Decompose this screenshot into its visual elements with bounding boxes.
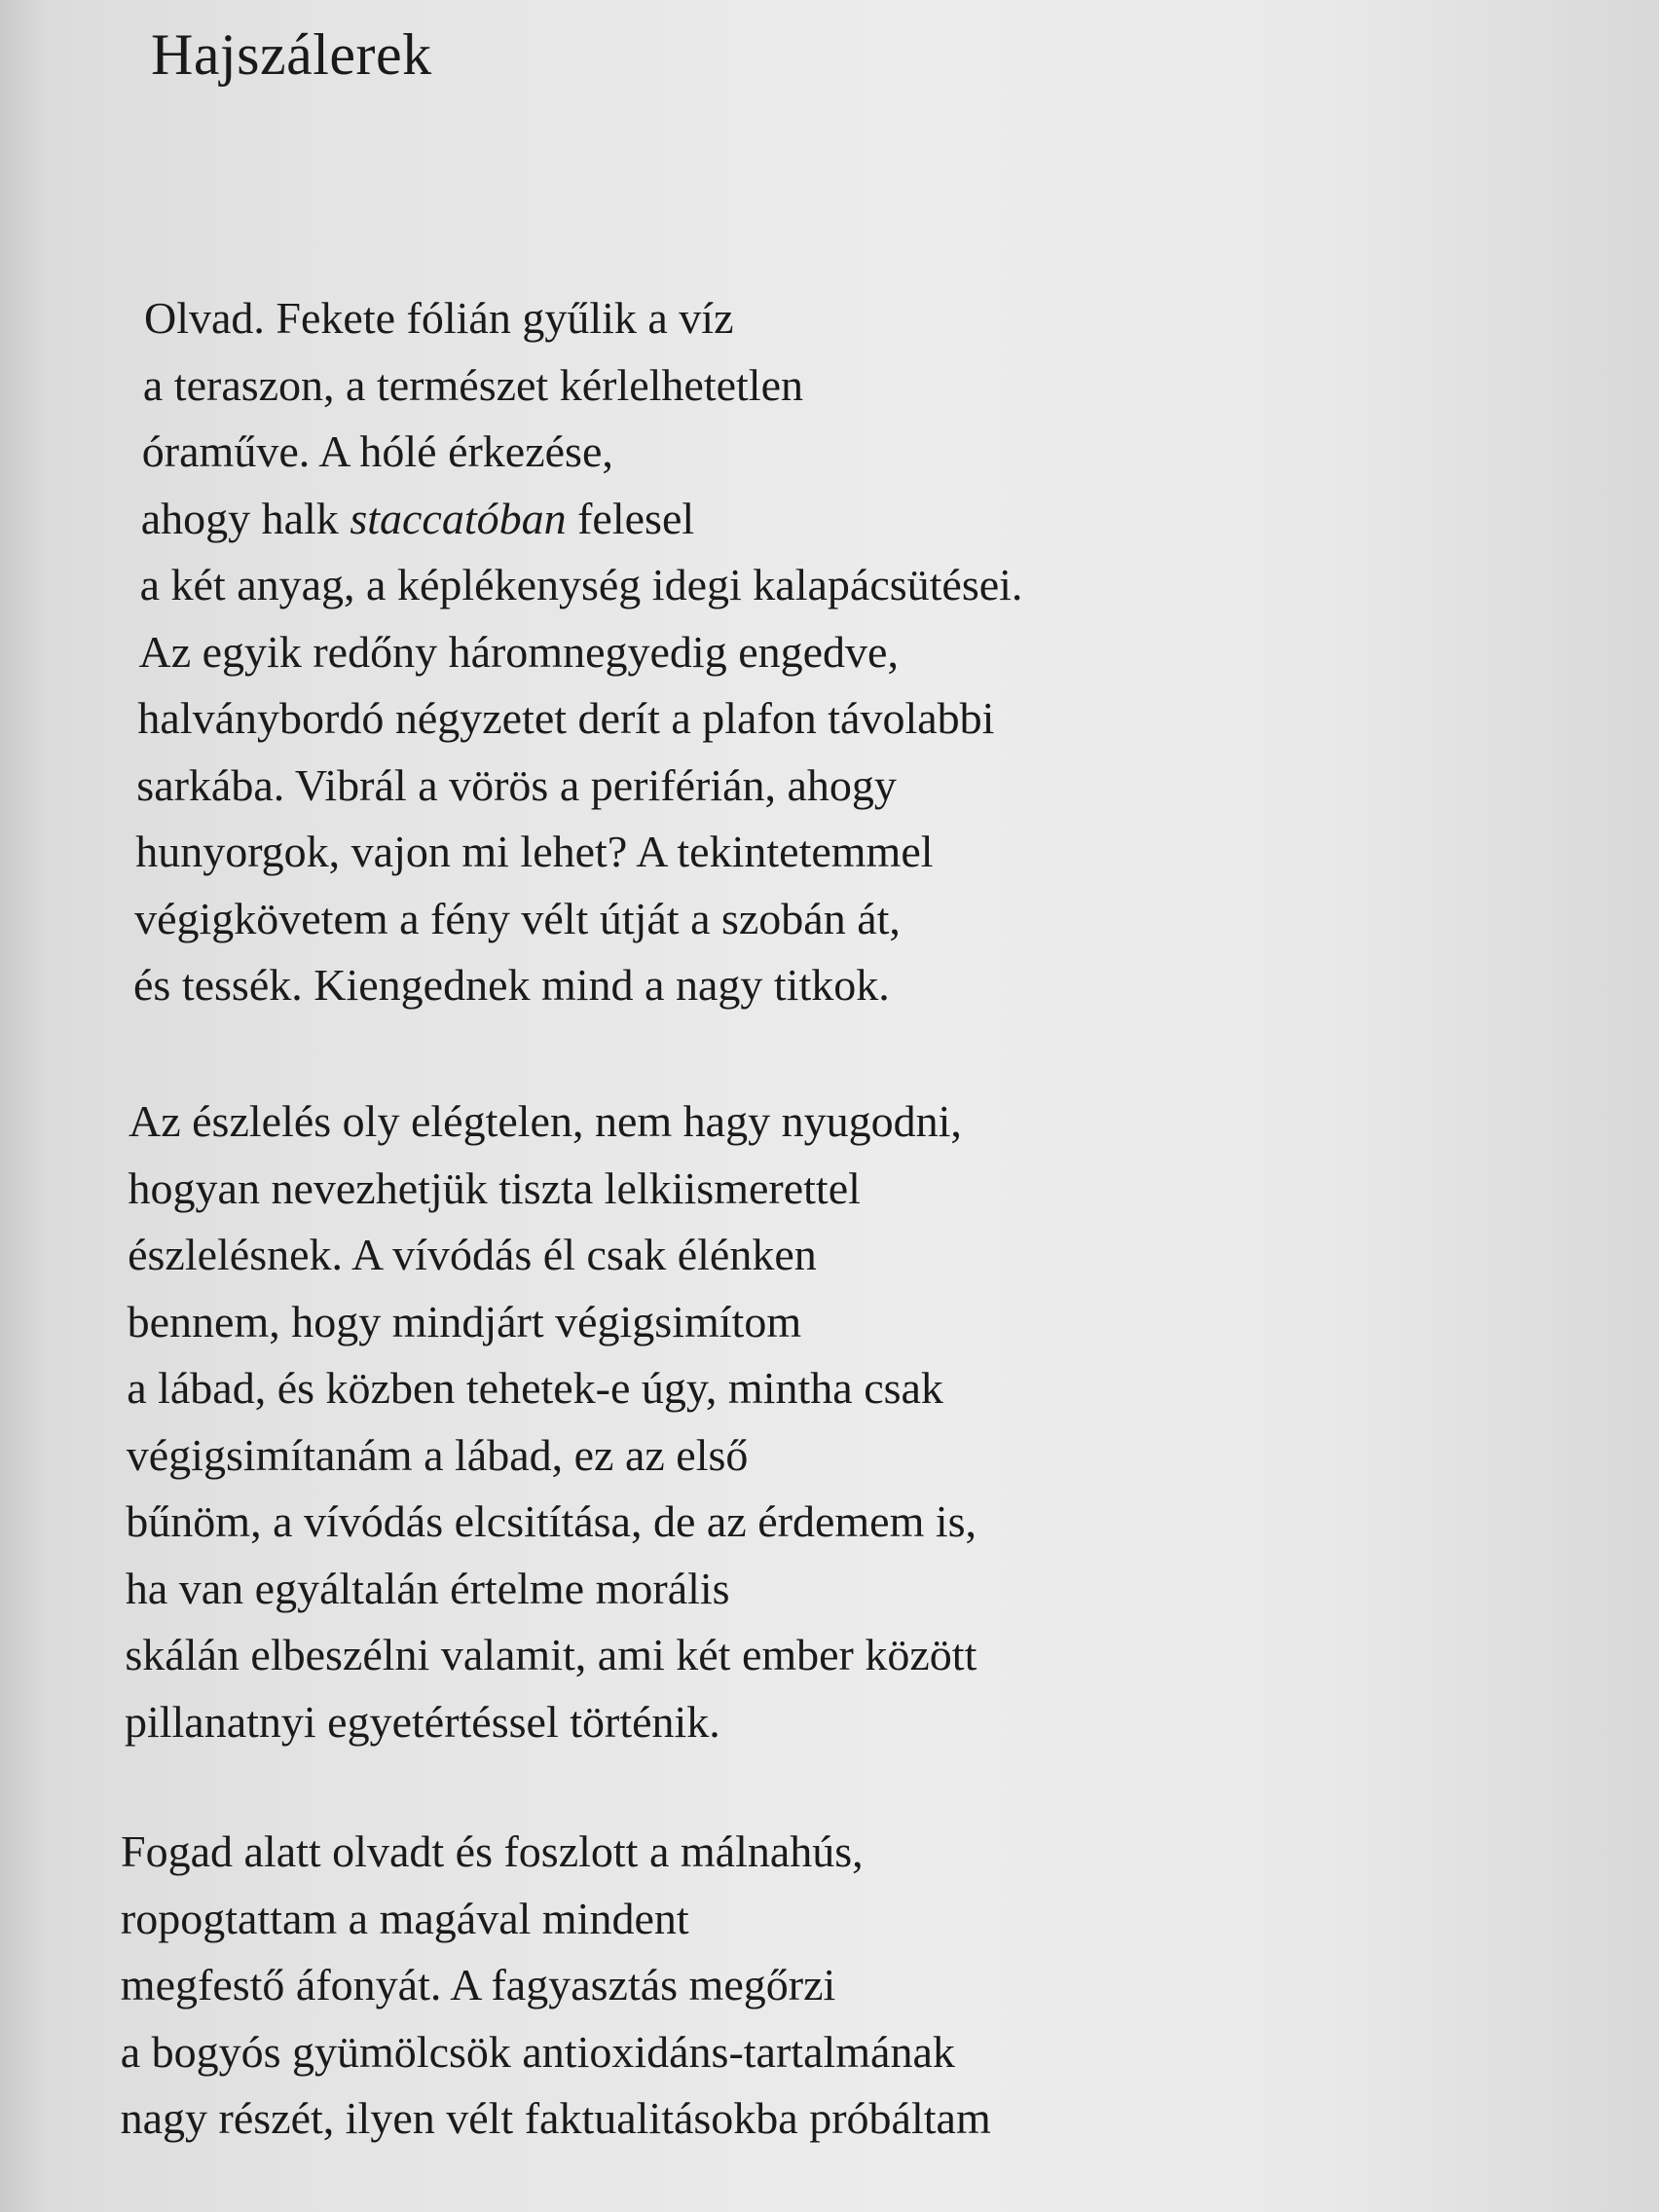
poem-line: óraműve. A hólé érkezése, xyxy=(141,426,613,476)
poem-line: hogyan nevezhetjük tiszta lelkiismerettel xyxy=(128,1162,861,1213)
line-text: felesel xyxy=(566,493,695,543)
poem-line: Fogad alatt olvadt és foszlott a málnahús, xyxy=(121,1826,864,1876)
poem-line: végigkövetem a fény vélt útját a szobán át, xyxy=(134,893,901,943)
poem-line: hunyorgok, vajon mi lehet? A tekintetemmel xyxy=(135,827,934,876)
poem-line: a lábad, és közben tehetek-e úgy, mintha csak xyxy=(127,1363,943,1413)
poem-line: észlelésnek. A vívódás él csak élénken xyxy=(128,1230,817,1279)
poem-line: Az észlelés oly elégtelen, nem hagy nyugodni, xyxy=(129,1096,962,1146)
poem-line: pillanatnyi egyetértéssel történik. xyxy=(124,1696,720,1747)
italic-word: staccatóban xyxy=(350,493,567,543)
poem-line: Az egyik redőny háromnegyedig engedve, xyxy=(138,626,899,677)
poem-line: bennem, hogy mindjárt végigsimítom xyxy=(127,1296,802,1346)
poem-line: halványbordó négyzetet derít a plafon távolabbi xyxy=(137,693,995,743)
poem-line: a teraszon, a természet kérlelhetetlen xyxy=(142,359,804,410)
poem-line: nagy részét, ilyen vélt faktualitásokba próbáltam xyxy=(120,2093,991,2143)
show-through-text xyxy=(682,29,1382,231)
poem-line: végigsimítanám a lábad, ez az első xyxy=(126,1429,749,1480)
poem-line: sarkába. Vibrál a vörös a periférián, ahogy xyxy=(136,759,897,810)
line-text: ahogy halk xyxy=(140,493,350,543)
poem-title: Hajszálerek xyxy=(151,22,432,87)
poem-line xyxy=(141,493,694,544)
poem-line: a két anyag, a képlékenység idegi kalapácsütései. xyxy=(139,560,1023,609)
poem-line: a bogyós gyümölcsök antioxidáns-tartalmának xyxy=(120,2026,955,2077)
poem-line: ha van egyáltalán értelme morális xyxy=(125,1563,730,1613)
poem-line: bűnöm, a vívódás elcsitítása, de az érdemem is, xyxy=(126,1496,977,1546)
poem-line: Olvad. Fekete fólián gyűlik a víz xyxy=(144,293,734,343)
poem-line: megfestő áfonyát. A fagyasztás megőrzi xyxy=(120,1960,836,2009)
poem-line: és tessék. Kiengednek mind a nagy titkok. xyxy=(133,960,890,1010)
poem-line: skálán elbeszélni valamit, ami két ember között xyxy=(125,1630,977,1679)
poem-line: ropogtattam a magával mindent xyxy=(120,1893,689,1943)
